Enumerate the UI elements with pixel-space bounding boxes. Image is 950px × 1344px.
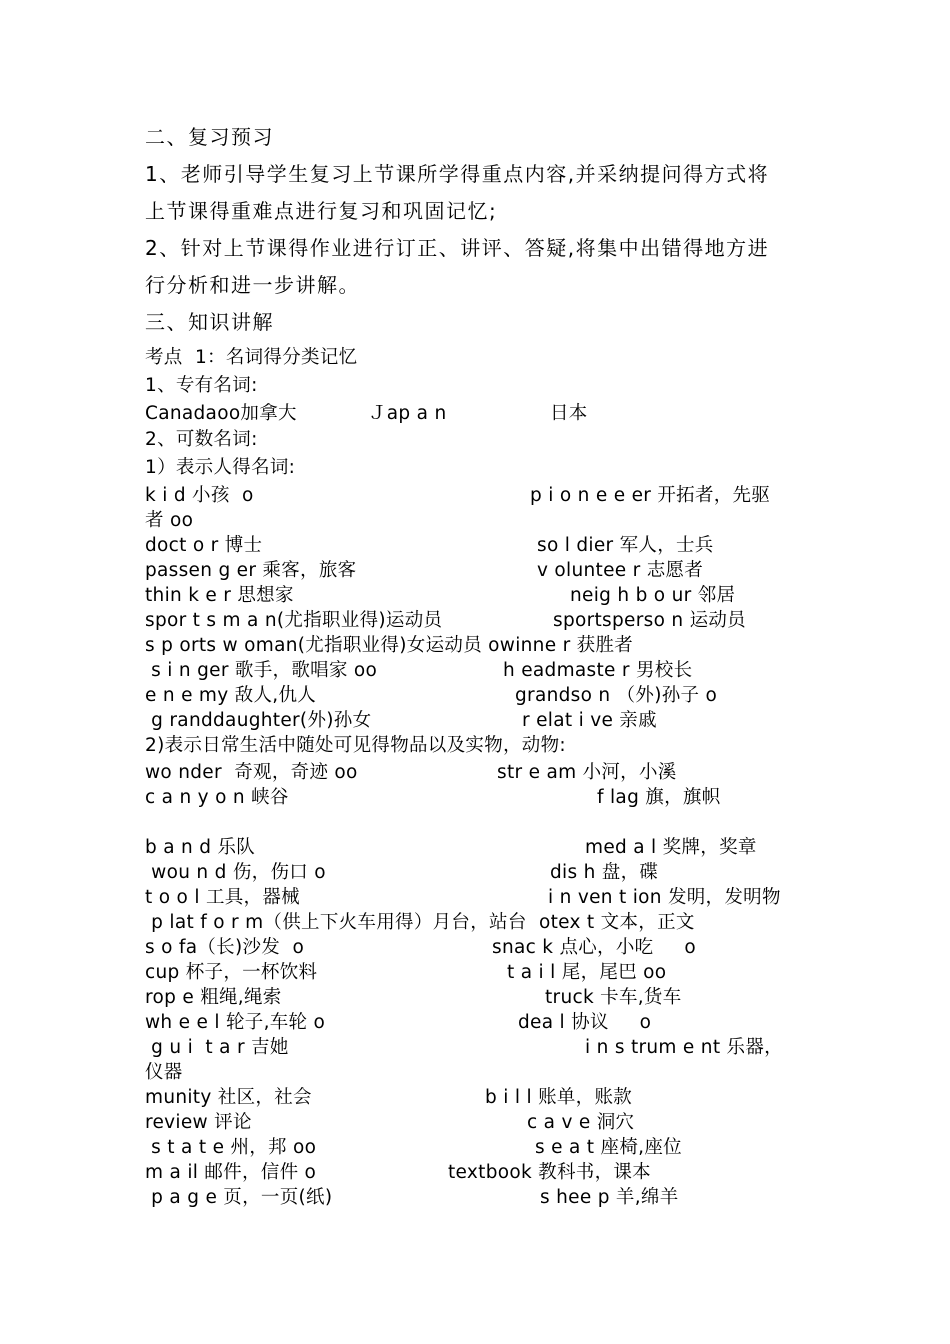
vocab-left: s i n ger 歌手，歌唱家 oo: [145, 660, 378, 681]
knowledge-heading: 三、知识讲解: [145, 310, 274, 334]
proper-noun-japan: Ｊap a n: [368, 403, 447, 424]
review-item-2-line-2: 行分析和进一步讲解。: [145, 273, 360, 297]
vocab-left: review 评论: [145, 1112, 252, 1133]
vocab-right: so l dier 军人，士兵: [537, 535, 714, 556]
vocab-right: s hee p 羊,绵羊: [540, 1187, 679, 1208]
vocab-right: neig h b o ur 邻居: [570, 585, 736, 606]
vocab-right: textbook 教科书，课本: [448, 1162, 651, 1183]
vocab-left: wou n d 伤，伤口 o: [145, 862, 326, 883]
vocab-left: rop e 粗绳,绳索: [145, 987, 282, 1008]
vocab-left: wo nder 奇观，奇迹 oo: [145, 762, 358, 783]
vocab-right: s e a t 座椅,座位: [535, 1137, 682, 1158]
vocab-right: v olunteе r 志愿者: [537, 560, 704, 581]
vocab-left: t o o l 工具，器械: [145, 887, 300, 908]
vocab-right: p i o n e e er 开拓者，先驱: [530, 485, 771, 506]
point-1-heading: 考点 1：名词得分类记忆: [145, 347, 358, 368]
things-noun-heading: 2)表示日常生活中随处可见得物品以及实物，动物:: [145, 735, 566, 756]
proper-noun-canada: Canadaoo加拿大: [145, 403, 297, 424]
countable-noun-heading: 2、可数名词:: [145, 429, 258, 450]
vocab-left: m a il 邮件，信件 o: [145, 1162, 317, 1183]
vocab-right: dis h 盘，碟: [550, 862, 659, 883]
vocab-right: dea l 协议 o: [518, 1012, 652, 1033]
vocab-right: c a v e 洞穴: [527, 1112, 635, 1133]
vocab-left: munity 社区，社会: [145, 1087, 312, 1108]
vocab-left: spor t s m a n(尤指职业得)运动员: [145, 610, 443, 631]
vocab-right: med a l 奖牌，奖章: [585, 837, 757, 858]
vocab-right: sportsperso n 运动员: [553, 610, 746, 631]
vocab-left: g randdaughter(外)孙女: [145, 710, 372, 731]
vocab-right: i n ven t ion 发明，发明物: [548, 887, 781, 908]
vocab-left: doct o r 博士: [145, 535, 263, 556]
vocab-left: s t a t e 州，邦 oo: [145, 1137, 317, 1158]
review-heading: 二、复习预习: [145, 125, 274, 149]
vocab-left: wh e e l 轮子,车轮 o: [145, 1012, 326, 1033]
vocab-left: e n e my 敌人,仇人: [145, 685, 317, 706]
vocab-left: g u i t a r 吉她: [145, 1037, 289, 1058]
vocab-right: str e am 小河，小溪: [497, 762, 677, 783]
vocab-right: r elat i ve 亲戚: [522, 710, 657, 731]
review-item-1-line-1: 1、老师引导学生复习上节课所学得重点内容,并采纳提问得方式将: [145, 162, 770, 186]
vocab-left: p lat f o r m（供上下火车用得）月台，站台 otex t 文本，正文: [145, 912, 695, 933]
vocab-left: 仪器: [145, 1062, 183, 1083]
vocab-right: snac k 点心，小吃 o: [492, 937, 696, 958]
vocab-right: truck 卡车,货车: [545, 987, 682, 1008]
proper-noun-heading: 1、专有名词:: [145, 375, 258, 396]
review-item-2-line-1: 2、针对上节课得作业进行订正、讲评、答疑,将集中出错得地方进: [145, 236, 770, 260]
vocab-left: b a n d 乐队: [145, 837, 256, 858]
vocab-right: h eadmaste r 男校长: [503, 660, 693, 681]
proper-noun-japan-cn: 日本: [550, 403, 588, 424]
vocab-right: i n s trum e nt 乐器，: [585, 1037, 783, 1058]
vocab-right: t a i l 尾，尾巴 oo: [507, 962, 667, 983]
vocab-left: passen g er 乘客，旅客: [145, 560, 357, 581]
vocab-left: thin k e r 思想家: [145, 585, 294, 606]
vocab-right: f lag 旗，旗帜: [597, 787, 721, 808]
vocab-left: cup 杯子，一杯饮料: [145, 962, 318, 983]
vocab-left: c a n y o n 峡谷: [145, 787, 289, 808]
vocab-left: s p orts w oman(尤指职业得)女运动员 owinne r 获胜者: [145, 635, 634, 656]
review-item-1-line-2: 上节课得重难点进行复习和巩固记忆;: [145, 199, 498, 223]
vocab-left: s o fa（长)沙发 o: [145, 937, 305, 958]
vocab-left: 者 oo: [145, 510, 194, 531]
people-noun-heading: 1）表示人得名词:: [145, 457, 296, 478]
vocab-left: k i d 小孩 o: [145, 485, 254, 506]
vocab-right: grandso n （外)孙子 o: [515, 685, 718, 706]
vocab-left: p a g e 页，一页(纸): [145, 1187, 333, 1208]
vocab-right: b i l l 账单，账款: [485, 1087, 633, 1108]
